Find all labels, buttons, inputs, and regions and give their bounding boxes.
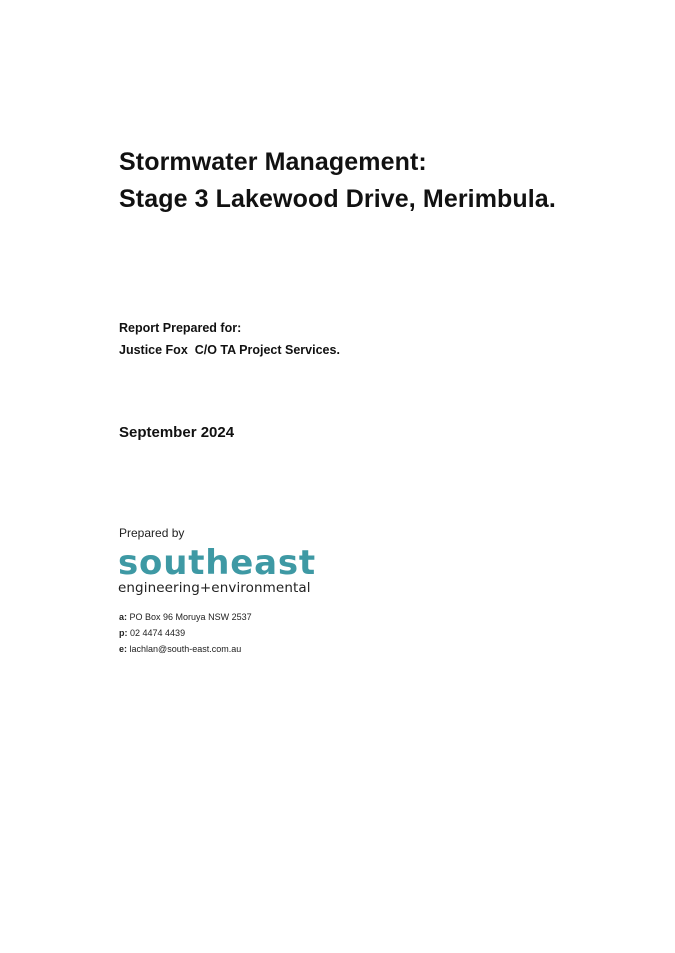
report-title-line-1: Stormwater Management: — [119, 148, 427, 176]
contact-phone-value: 02 4474 4439 — [130, 628, 186, 638]
contact-address-value: PO Box 96 Moruya NSW 2537 — [129, 612, 252, 622]
contact-phone — [119, 625, 252, 641]
contact-phone-key: p: — [119, 628, 128, 638]
contact-email-value: lachlan@south-east.com.au — [129, 644, 242, 654]
report-date: September 2024 — [119, 424, 235, 441]
report-title-line-2: Stage 3 Lakewood Drive, Merimbula. — [119, 185, 556, 213]
prepared-by-label: Prepared by — [119, 526, 185, 540]
report-title — [119, 144, 556, 218]
prepared-for-block — [119, 317, 340, 361]
contact-details — [119, 609, 252, 657]
company-logo-wordmark: southeast — [118, 543, 316, 583]
contact-email — [119, 641, 252, 657]
contact-email-key: e: — [119, 644, 128, 654]
company-logo — [118, 545, 316, 596]
client-name: Justice Fox C/O TA Project Services. — [119, 343, 340, 357]
contact-address-key: a: — [119, 612, 128, 622]
contact-address — [119, 609, 252, 625]
company-logo-tagline: engineering+environmental — [118, 580, 311, 596]
prepared-for-label: Report Prepared for: — [119, 321, 242, 335]
